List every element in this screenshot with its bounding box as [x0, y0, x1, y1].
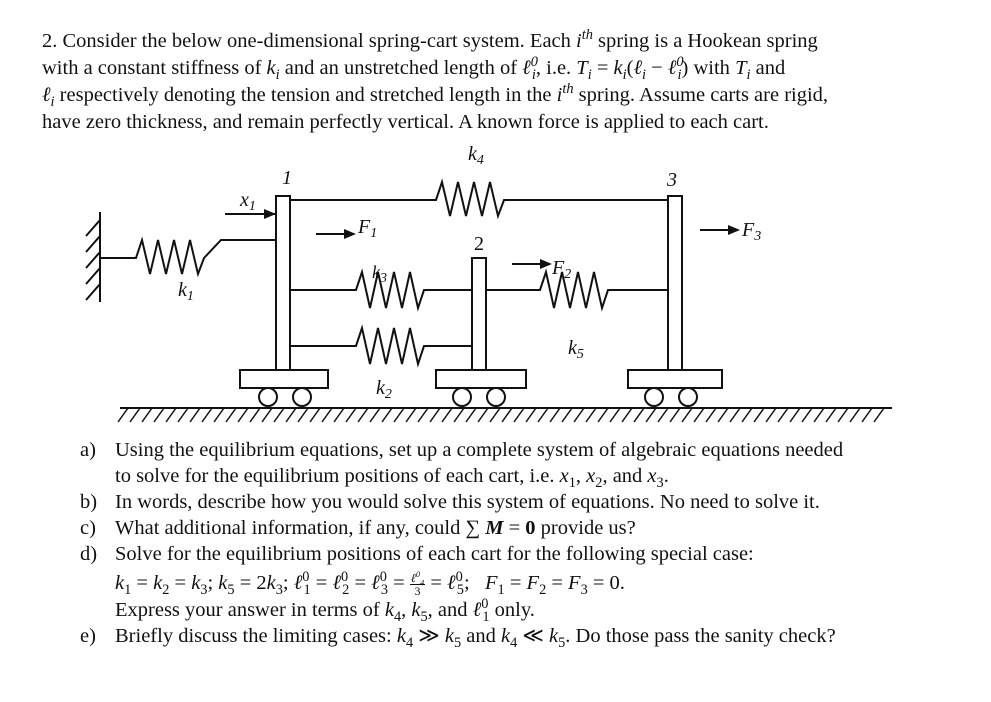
- cart-3-base: [628, 370, 722, 388]
- cart-2-wheel-left: [453, 388, 471, 406]
- label-cart-1: 1: [282, 167, 292, 189]
- label-k4: $k_4$: [468, 143, 484, 168]
- question-a-cont: to solve for the equilibrium positions of each cart, i.e. $x_1$, $x_2$, and $x_3$.: [115, 465, 669, 492]
- cart-2-wheel-right: [487, 388, 505, 406]
- cart-3-wheel-right: [679, 388, 697, 406]
- label-x1: $x_1$: [240, 189, 256, 214]
- spring-k1: [100, 240, 276, 274]
- cart-2-base: [436, 370, 526, 388]
- spring-k5: [486, 272, 668, 308]
- question-d: d) Solve for the equilibrium positions of each cart for the following special case:: [80, 543, 754, 565]
- label-f2: $F_2$: [552, 257, 572, 282]
- problem-number: 2.: [42, 30, 58, 52]
- question-list: [80, 437, 960, 649]
- spring-k4: [290, 182, 668, 216]
- cart-1-plate: [276, 196, 290, 370]
- question-d-express: Express your answer in terms of $k_4$, $k_5$, and ℓ$^0_1$ only.: [115, 595, 535, 625]
- cart-3-wheel-left: [645, 388, 663, 406]
- label-k5: $k_5$: [568, 337, 584, 362]
- label-k1: $k_1$: [178, 279, 194, 304]
- cart-3-plate: [668, 196, 682, 370]
- cart-1-wheel-left: [259, 388, 277, 406]
- spring-cart-diagram: [80, 140, 910, 432]
- ground-hatching: [118, 408, 884, 422]
- question-b: b) In words, describe how you would solve this system of equations. No need to solve it.: [80, 491, 820, 513]
- cart-1-wheel-right: [293, 388, 311, 406]
- wall-hatching: [86, 220, 100, 300]
- intro-line-4: have zero thickness, and remain perfectly vertical. A known force is applied to each cart.: [42, 111, 769, 133]
- spring-k2: [290, 328, 472, 364]
- label-f1: $F_1$: [358, 216, 378, 241]
- label-k3: $k_3$: [372, 262, 387, 286]
- label-f3: $F_3$: [742, 219, 762, 244]
- question-d-special-case: $k_1 = k_2 = k_3$; $k_5 = 2k_3$; ℓ$^0_1$ = ℓ$^0_2$ = ℓ$^0_3$ = $\frac{\ell^0_4}{3}$ = ℓ$^0_5$; $F_1 = F_2 = F_3 = 0$.: [115, 569, 625, 599]
- intro-line-2: with a constant stiffness of $k_i$ and an unstretched length of ℓ$^0_i$, i.e. $T_i$ = $k_i(\ell_i$ − ℓ$^0_i$) with $T_i$ and: [42, 54, 786, 84]
- problem-statement: [42, 28, 942, 136]
- cart-1-base: [240, 370, 328, 388]
- question-c: c) What additional information, if any, could ∑ M = 0 provide us?: [80, 517, 636, 539]
- question-e: e) Briefly discuss the limiting cases: $k_4$ ≫ $k_5$ and $k_4$ ≪ $k_5$. Do those pass the sanity check?: [80, 624, 836, 651]
- cart-2-plate: [472, 258, 486, 370]
- label-cart-2: 2: [474, 233, 484, 255]
- label-cart-3: 3: [667, 169, 677, 191]
- label-k2: $k_2$: [376, 377, 392, 402]
- intro-line-1: 2. Consider the below one-dimensional spring-cart system. Each $i^{th}$ spring is a Hookean spring: [42, 27, 818, 52]
- question-a: a) Using the equilibrium equations, set up a complete system of algebraic equations needed: [80, 439, 844, 461]
- intro-line-3: ℓ$_i$ respectively denoting the tension and stretched length in the $i^{th}$ spring. Assume carts are rigid,: [42, 81, 829, 111]
